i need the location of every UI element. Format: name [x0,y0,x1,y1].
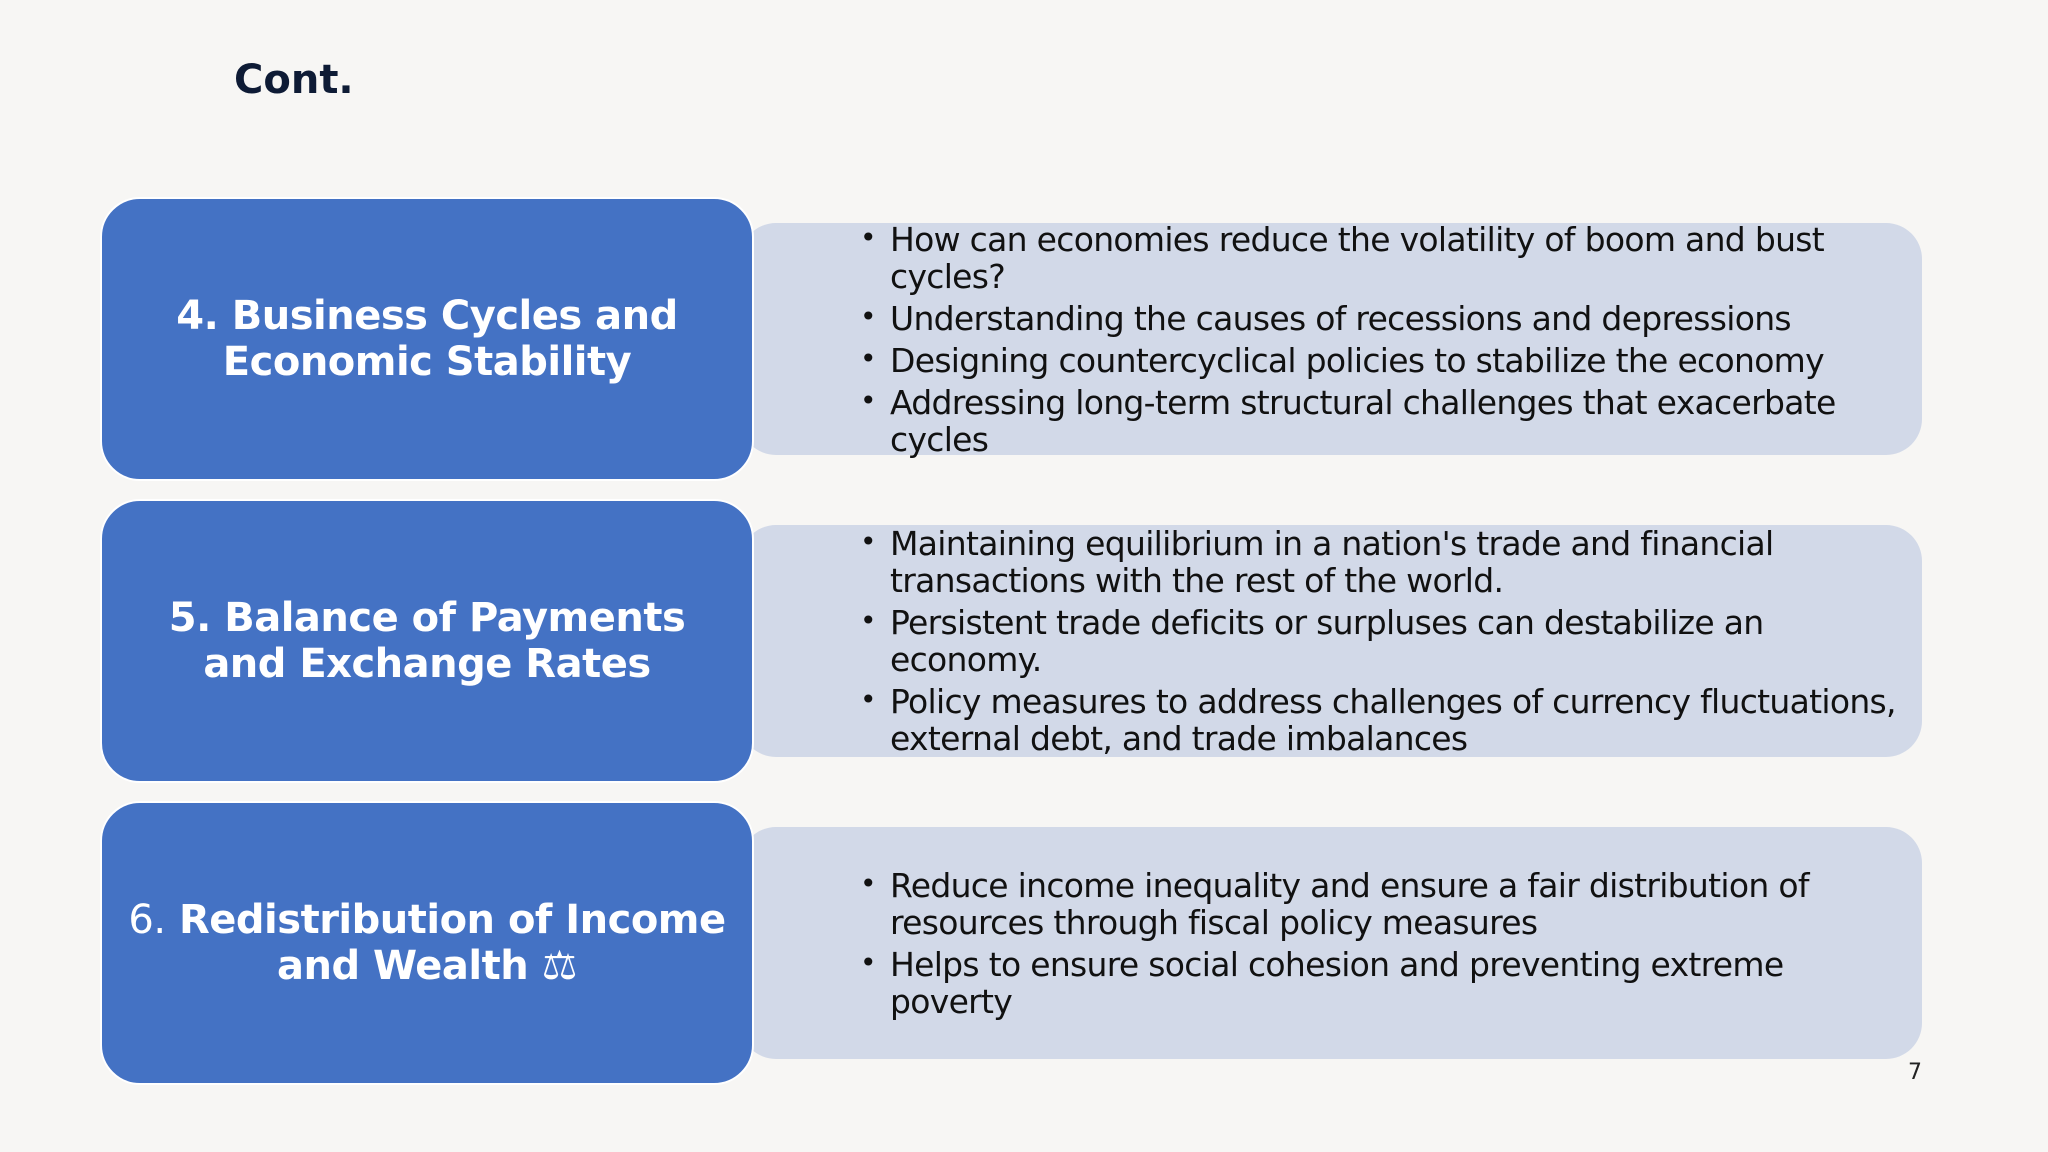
bullet-list [860,525,1900,757]
topic-row-balance-of-payments [100,499,1922,783]
topic-label: Redistribution of Income and Wealth [178,897,726,989]
topic-label: Balance of Payments and Exchange Rates [203,595,686,687]
balance-scale-icon: ⚖ [541,943,577,989]
list-item: • Maintaining equilibrium in a nation's trade and financial transactions with the rest of the world. [860,525,1900,599]
topic-heading [102,293,752,385]
topic-heading [102,595,752,687]
topic-card [100,801,754,1085]
topic-card [100,499,754,783]
list-item: • Reduce income inequality and ensure a fair distribution of resources through fiscal policy measures [860,867,1900,941]
detail-panel [740,219,1922,459]
slide-title: Cont. [234,57,354,103]
topic-row-business-cycles [100,197,1922,481]
list-item: • Policy measures to address challenges of currency fluctuations, external debt, and trade imbalances [860,683,1900,757]
list-item: • Persistent trade deficits or surpluses can destabilize an economy. [860,604,1900,678]
topic-number: 5. [168,595,211,641]
list-item: • Helps to ensure social cohesion and preventing extreme poverty [860,946,1900,1020]
detail-panel [740,827,1922,1059]
topic-row-redistribution [100,801,1922,1085]
topic-card [100,197,754,481]
page-number: 7 [1908,1060,1922,1085]
topic-number: 6. [128,897,166,943]
list-item: • Understanding the causes of recessions and depressions [860,300,1900,337]
list-item: • Addressing long-term structural challenges that exacerbate cycles [860,384,1900,458]
list-item: • Designing countercyclical policies to stabilize the economy [860,342,1900,379]
topic-heading [102,897,752,989]
topic-label: Business Cycles and Economic Stability [222,293,678,385]
topic-number: 4. [176,293,219,339]
bullet-list [860,221,1900,458]
list-item: • How can economies reduce the volatility of boom and bust cycles? [860,221,1900,295]
bullet-list [860,867,1900,1020]
detail-panel [740,525,1922,757]
